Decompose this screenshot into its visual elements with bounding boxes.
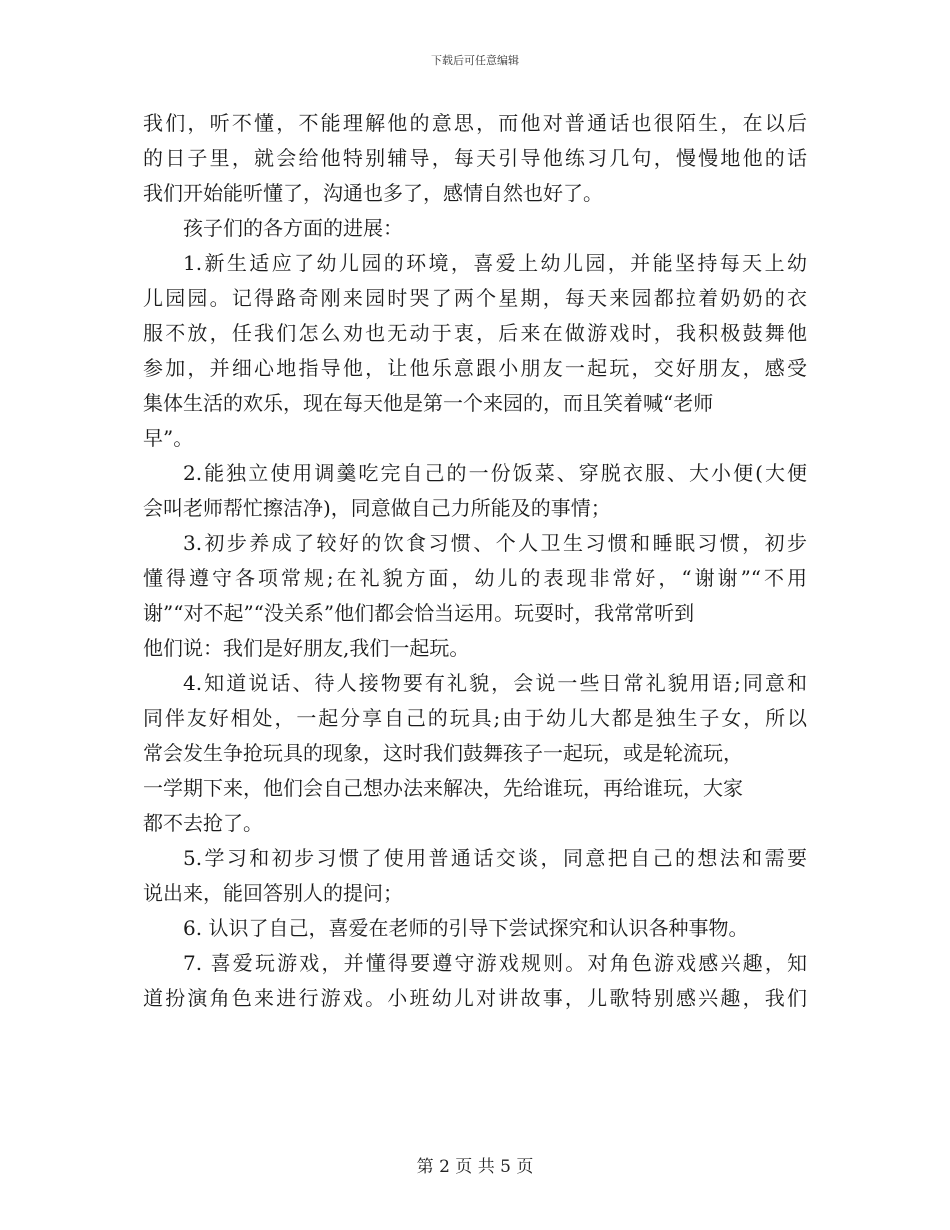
page-number-footer: 第 2 页 共 5 页 [416, 1157, 534, 1177]
text-line: 2.能独立使用调羹吃完自己的一份饭菜、穿脱衣服、大小便(大便 [183, 461, 807, 485]
text-line: 6. 认识了自己，喜爱在老师的引导下尝试探究和认识各种事物。 [183, 916, 749, 940]
text-line: 1.新生适应了幼儿园的环境，喜爱上幼儿园，并能坚持每天上幼 [183, 251, 807, 275]
text-line: 孩子们的各方面的进展： [183, 216, 403, 240]
text-line: 同伴友好相处，一起分享自己的玩具;由于幼儿大都是独生子女，所以 [143, 706, 807, 730]
text-line: 懂得遵守各项常规;在礼貌方面，幼儿的表现非常好，“谢谢”“不用 [143, 566, 807, 590]
text-line: 一学期下来，他们会自己想办法来解决，先给谁玩，再给谁玩，大家 [143, 776, 743, 800]
text-line: 3.初步养成了较好的饮食习惯、个人卫生习惯和睡眠习惯，初步 [183, 531, 807, 555]
text-line: 早”。 [143, 426, 194, 450]
text-line: 参加，并细心地指导他，让他乐意跟小朋友一起玩，交好朋友，感受 [143, 356, 807, 380]
document-body [143, 106, 807, 1016]
text-line: 儿园园。记得路奇刚来园时哭了两个星期，每天来园都拉着奶奶的衣 [143, 286, 807, 310]
text-line: 说出来，能回答别人的提问； [143, 881, 403, 905]
text-line: 的日子里，就会给他特别辅导，每天引导他练习几句，慢慢地他的话 [143, 146, 807, 170]
text-line: 谢”“对不起”“没关系”他们都会恰当运用。玩耍时，我常常听到 [143, 601, 695, 625]
text-line: 会叫老师帮忙擦洁净)，同意做自己力所能及的事情； [143, 496, 611, 520]
text-line: 4.知道说话、待人接物要有礼貌，会说一些日常礼貌用语;同意和 [183, 671, 807, 695]
text-line: 7. 喜爱玩游戏，并懂得要遵守游戏规则。对角色游戏感兴趣，知 [183, 951, 807, 975]
page-header: 下载后可任意编辑 [431, 54, 519, 67]
text-line: 道扮演角色来进行游戏。小班幼儿对讲故事，儿歌特别感兴趣，我们 [143, 986, 807, 1010]
text-line: 常会发生争抢玩具的现象，这时我们鼓舞孩子一起玩，或是轮流玩， [143, 741, 743, 765]
text-line: 他们说：我们是好朋友,我们一起玩。 [143, 636, 470, 660]
text-line: 5.学习和初步习惯了使用普通话交谈，同意把自己的想法和需要 [183, 846, 807, 870]
text-line: 我们，听不懂，不能理解他的意思，而他对普通话也很陌生，在以后 [143, 111, 807, 135]
text-line: 都不去抢了。 [143, 811, 263, 835]
text-line: 服不放，任我们怎么劝也无动于衷，后来在做游戏时，我积极鼓舞他 [143, 321, 807, 345]
text-line: 集体生活的欢乐，现在每天他是第一个来园的，而且笑着喊“老师 [143, 391, 714, 415]
text-line: 我们开始能听懂了，沟通也多了，感情自然也好了。 [143, 181, 603, 205]
